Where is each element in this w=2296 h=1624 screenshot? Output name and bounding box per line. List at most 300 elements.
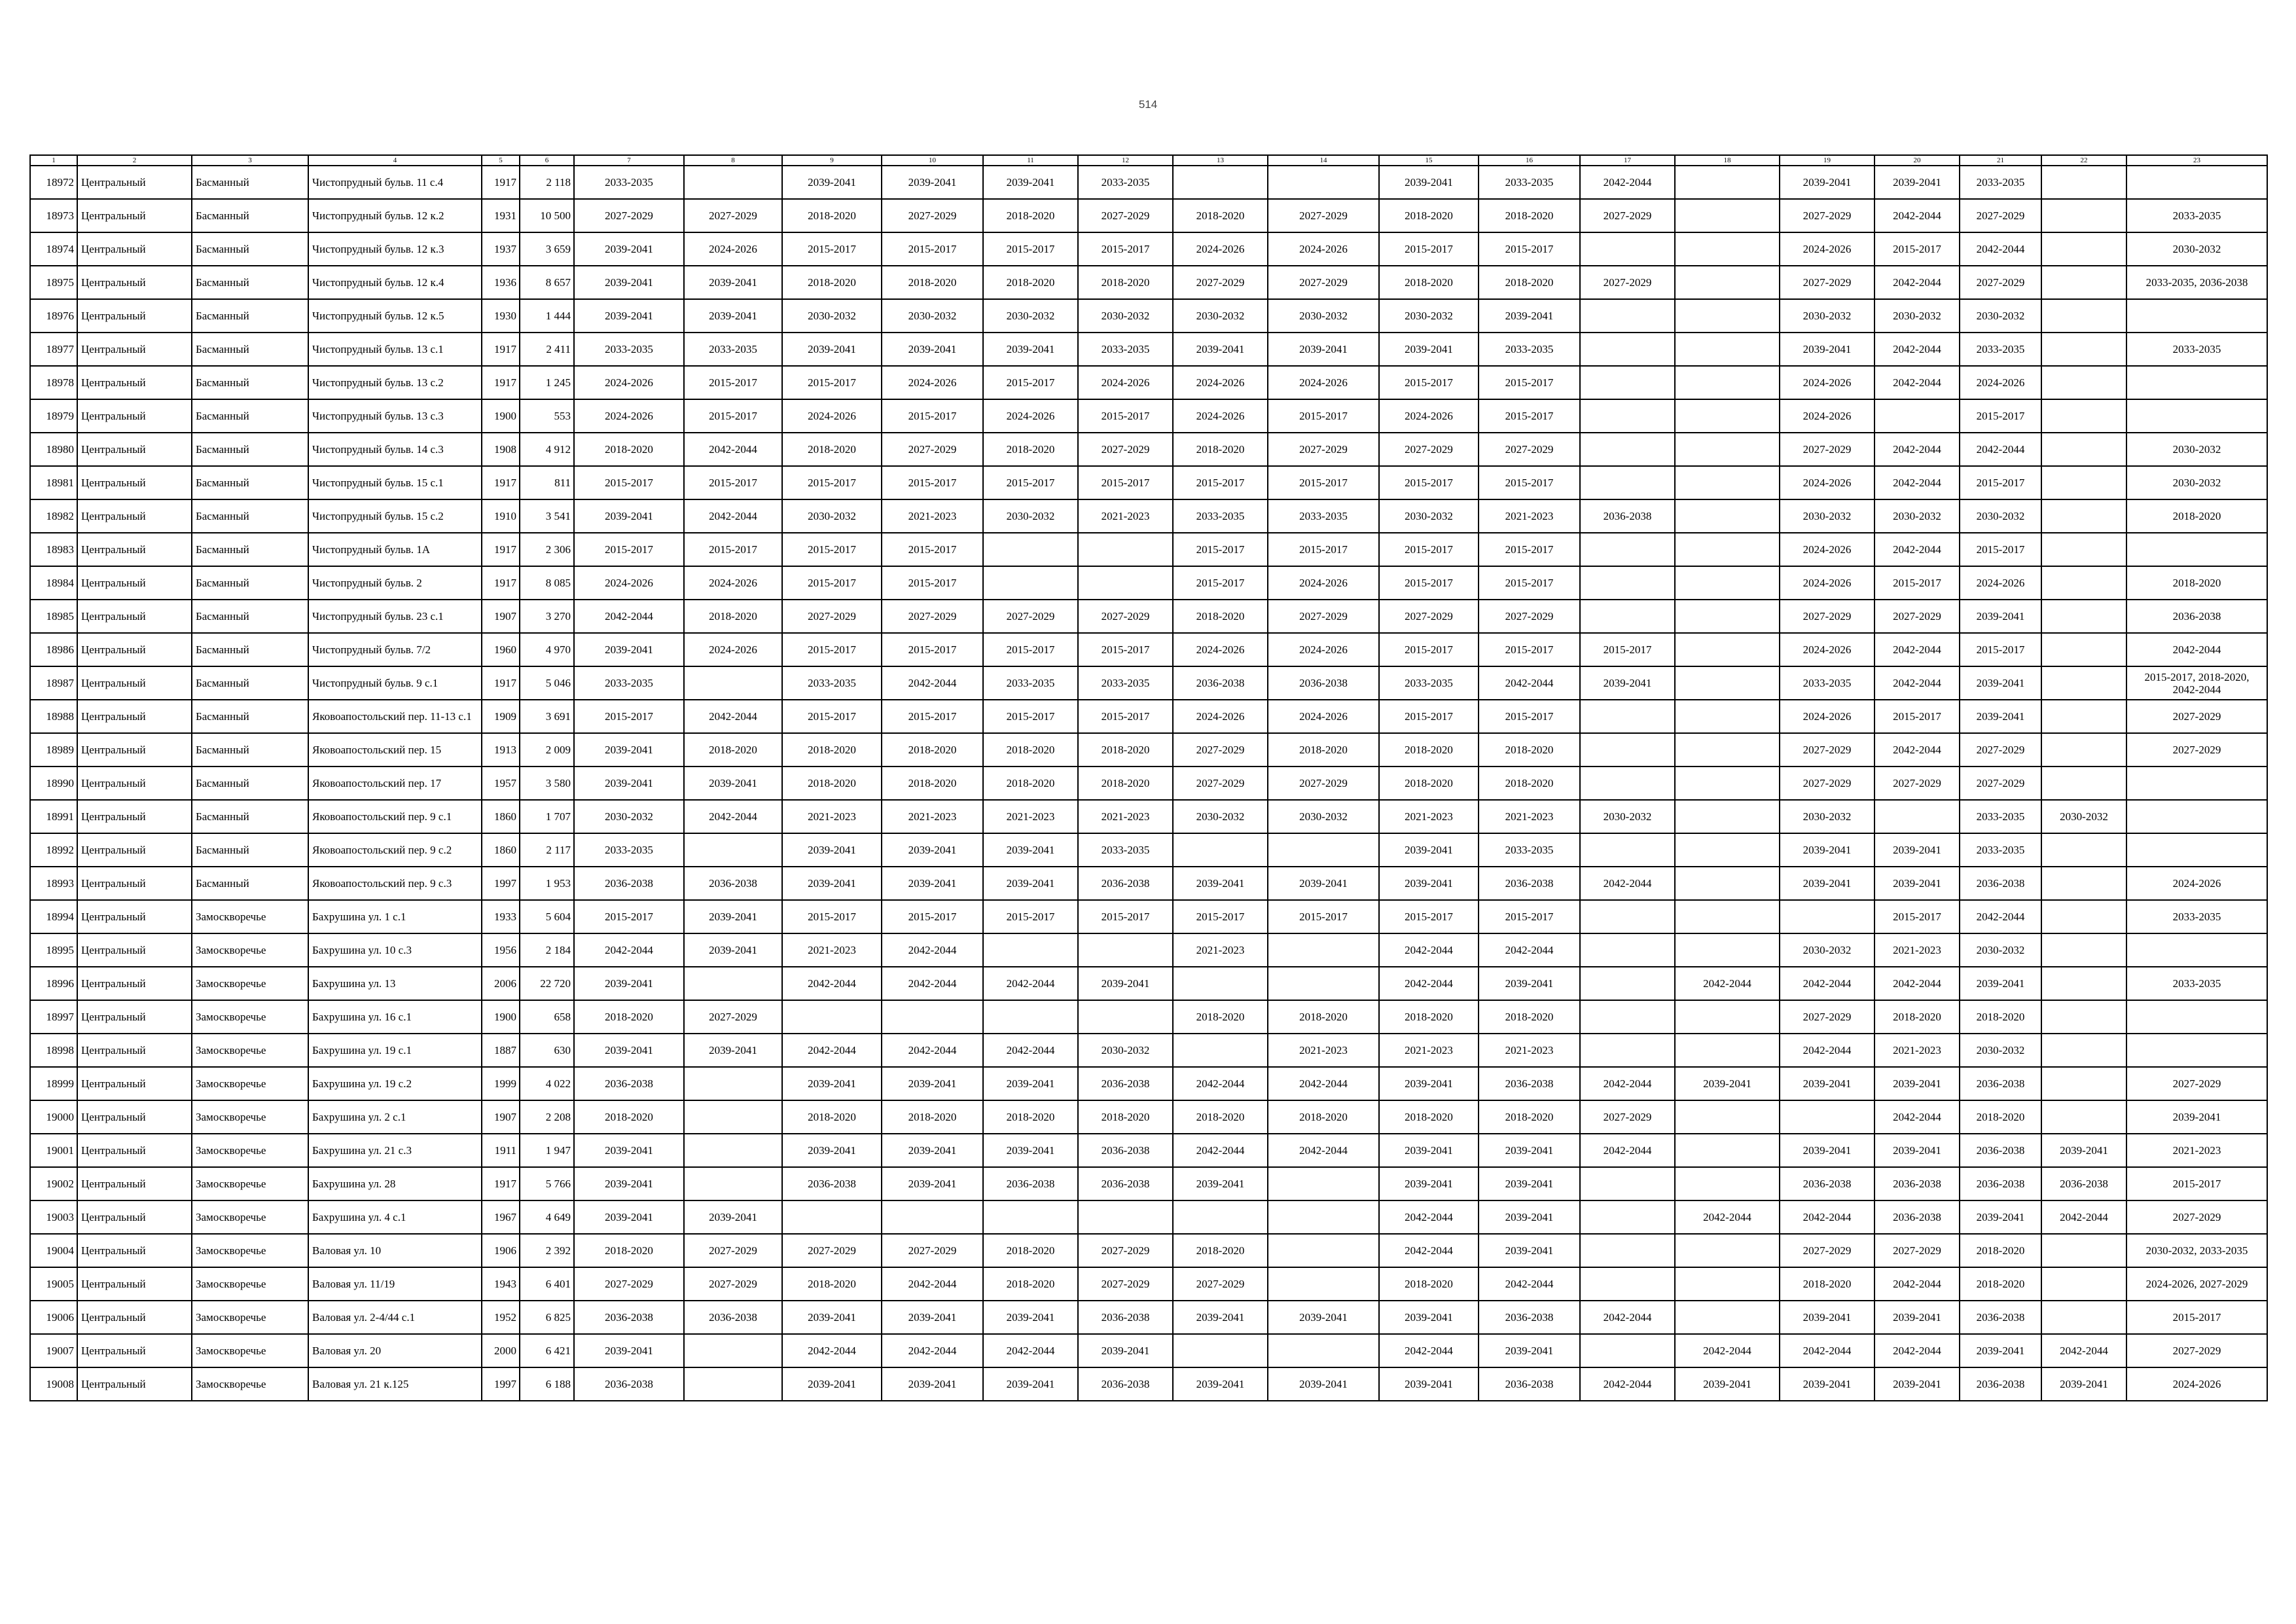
cell-period-col-22: 2039-2041 (2041, 1367, 2126, 1401)
cell-period-col-18 (1675, 700, 1780, 733)
cell-address: Яковоапостольский пер. 9 с.1 (308, 800, 482, 833)
cell-period-col-21: 2018-2020 (1960, 1000, 2041, 1034)
cell-district: Басманный (192, 499, 308, 533)
cell-id: 19006 (30, 1301, 77, 1334)
cell-period-col-17 (1580, 900, 1675, 933)
cell-col-23: 2024-2026 (2126, 1367, 2267, 1401)
cell-period-col-12: 2030-2032 (1078, 1034, 1173, 1067)
cell-period-col-9: 2042-2044 (782, 1034, 882, 1067)
cell-period-col-17 (1580, 1000, 1675, 1034)
cell-id: 19007 (30, 1334, 77, 1367)
cell-period-col-18 (1675, 333, 1780, 366)
cell-period-col-21: 2030-2032 (1960, 299, 2041, 333)
table-row (30, 533, 2267, 566)
cell-period-col-13: 2030-2032 (1173, 800, 1268, 833)
cell-period-col-18 (1675, 666, 1780, 700)
cell-okrug: Центральный (77, 1200, 192, 1234)
cell-period-col-19 (1780, 1100, 1874, 1134)
cell-period-col-7: 2039-2041 (574, 1167, 684, 1200)
cell-address: Валовая ул. 11/19 (308, 1267, 482, 1301)
cell-period-col-8 (684, 1334, 782, 1367)
cell-period-col-22 (2041, 1067, 2126, 1100)
cell-period-col-12: 2021-2023 (1078, 499, 1173, 533)
cell-period-col-7: 2015-2017 (574, 700, 684, 733)
cell-period-col-14: 2018-2020 (1268, 733, 1379, 767)
cell-period-col-10: 2024-2026 (882, 366, 983, 399)
cell-period-col-17: 2015-2017 (1580, 633, 1675, 666)
cell-period-col-8 (684, 166, 782, 199)
table-row (30, 1134, 2267, 1167)
cell-period-col-15: 2018-2020 (1379, 733, 1479, 767)
cell-period-col-12: 2024-2026 (1078, 366, 1173, 399)
cell-col-23: 2015-2017 (2126, 1167, 2267, 1200)
cell-period-col-12: 2036-2038 (1078, 1167, 1173, 1200)
cell-district: Басманный (192, 733, 308, 767)
cell-period-col-17 (1580, 1034, 1675, 1067)
cell-district: Басманный (192, 433, 308, 466)
cell-period-col-14: 2027-2029 (1268, 266, 1379, 299)
cell-id: 18984 (30, 566, 77, 600)
cell-period-col-13: 2030-2032 (1173, 299, 1268, 333)
cell-period-col-13: 2027-2029 (1173, 767, 1268, 800)
cell-period-col-10: 2027-2029 (882, 600, 983, 633)
cell-period-col-18 (1675, 800, 1780, 833)
cell-address: Чистопрудный бульв. 13 с.2 (308, 366, 482, 399)
cell-period-col-17 (1580, 1267, 1675, 1301)
table-row (30, 1000, 2267, 1034)
cell-period-col-22 (2041, 1301, 2126, 1334)
cell-period-col-9: 2036-2038 (782, 1167, 882, 1200)
column-number-23: 23 (2126, 155, 2267, 166)
cell-period-col-22 (2041, 1100, 2126, 1134)
cell-okrug: Центральный (77, 1000, 192, 1034)
cell-period-col-13: 2015-2017 (1173, 566, 1268, 600)
cell-period-col-20: 2042-2044 (1874, 633, 1960, 666)
cell-period-col-13 (1173, 1334, 1268, 1367)
page-number: 514 (1138, 98, 1158, 111)
cell-period-col-11: 2030-2032 (983, 299, 1078, 333)
cell-period-col-18: 2039-2041 (1675, 1067, 1780, 1100)
cell-period-col-18 (1675, 499, 1780, 533)
cell-address: Чистопрудный бульв. 13 с.1 (308, 333, 482, 366)
cell-period-col-9: 2021-2023 (782, 800, 882, 833)
cell-address: Яковоапостольский пер. 11-13 с.1 (308, 700, 482, 733)
table-row (30, 767, 2267, 800)
cell-period-col-9: 2030-2032 (782, 299, 882, 333)
column-number-3: 3 (192, 155, 308, 166)
cell-period-col-8: 2039-2041 (684, 1200, 782, 1234)
cell-period-col-12: 2027-2029 (1078, 433, 1173, 466)
cell-area: 8 085 (520, 566, 574, 600)
cell-period-col-8: 2024-2026 (684, 566, 782, 600)
cell-area: 2 009 (520, 733, 574, 767)
cell-address: Чистопрудный бульв. 12 к.5 (308, 299, 482, 333)
cell-period-col-18 (1675, 600, 1780, 633)
cell-period-col-22: 2036-2038 (2041, 1167, 2126, 1200)
cell-col-23: 2027-2029 (2126, 733, 2267, 767)
cell-district: Басманный (192, 833, 308, 867)
cell-period-col-15: 2042-2044 (1379, 1334, 1479, 1367)
cell-period-col-21: 2039-2041 (1960, 967, 2041, 1000)
cell-period-col-16: 2036-2038 (1479, 1067, 1580, 1100)
cell-okrug: Центральный (77, 533, 192, 566)
cell-period-col-10: 2042-2044 (882, 933, 983, 967)
cell-period-col-11: 2015-2017 (983, 633, 1078, 666)
cell-period-col-8: 2042-2044 (684, 800, 782, 833)
cell-period-col-13: 2024-2026 (1173, 399, 1268, 433)
cell-okrug: Центральный (77, 1367, 192, 1401)
cell-period-col-17 (1580, 399, 1675, 433)
table-row (30, 266, 2267, 299)
cell-period-col-14: 2021-2023 (1268, 1034, 1379, 1067)
cell-okrug: Центральный (77, 1100, 192, 1134)
cell-period-col-15: 2021-2023 (1379, 1034, 1479, 1067)
cell-year: 1917 (482, 1167, 520, 1200)
cell-period-col-15: 2018-2020 (1379, 1267, 1479, 1301)
cell-district: Басманный (192, 800, 308, 833)
cell-year: 1957 (482, 767, 520, 800)
cell-period-col-21: 2015-2017 (1960, 466, 2041, 499)
cell-period-col-17: 2042-2044 (1580, 1134, 1675, 1167)
table-row (30, 166, 2267, 199)
cell-period-col-10: 2027-2029 (882, 199, 983, 232)
cell-period-col-21: 2036-2038 (1960, 1134, 2041, 1167)
cell-id: 19005 (30, 1267, 77, 1301)
cell-period-col-18 (1675, 1167, 1780, 1200)
cell-period-col-20: 2015-2017 (1874, 700, 1960, 733)
cell-period-col-14: 2015-2017 (1268, 900, 1379, 933)
cell-district: Замоскворечье (192, 1200, 308, 1234)
cell-address: Бахрушина ул. 19 с.1 (308, 1034, 482, 1067)
cell-id: 18987 (30, 666, 77, 700)
cell-period-col-7: 2027-2029 (574, 199, 684, 232)
column-number-4: 4 (308, 155, 482, 166)
cell-period-col-10: 2021-2023 (882, 800, 983, 833)
cell-year: 1917 (482, 666, 520, 700)
cell-period-col-14 (1268, 1234, 1379, 1267)
cell-period-col-14: 2027-2029 (1268, 433, 1379, 466)
building-repair-schedule-table (29, 154, 2268, 1401)
cell-period-col-20: 2027-2029 (1874, 600, 1960, 633)
cell-period-col-12 (1078, 566, 1173, 600)
cell-period-col-9: 2015-2017 (782, 366, 882, 399)
cell-id: 18974 (30, 232, 77, 266)
cell-period-col-20: 2015-2017 (1874, 566, 1960, 600)
cell-period-col-12: 2033-2035 (1078, 666, 1173, 700)
cell-period-col-9: 2018-2020 (782, 433, 882, 466)
cell-period-col-8 (684, 1100, 782, 1134)
cell-period-col-14 (1268, 1334, 1379, 1367)
cell-year: 1936 (482, 266, 520, 299)
column-number-13: 13 (1173, 155, 1268, 166)
cell-period-col-10: 2015-2017 (882, 533, 983, 566)
table-row (30, 499, 2267, 533)
cell-period-col-15: 2039-2041 (1379, 333, 1479, 366)
cell-period-col-21: 2036-2038 (1960, 867, 2041, 900)
cell-period-col-10: 2018-2020 (882, 1100, 983, 1134)
cell-area: 2 208 (520, 1100, 574, 1134)
cell-col-23: 2036-2038 (2126, 600, 2267, 633)
cell-period-col-11: 2024-2026 (983, 399, 1078, 433)
cell-period-col-20: 2027-2029 (1874, 767, 1960, 800)
cell-year: 1931 (482, 199, 520, 232)
cell-period-col-11: 2015-2017 (983, 700, 1078, 733)
cell-period-col-8 (684, 833, 782, 867)
cell-area: 5 604 (520, 900, 574, 933)
cell-period-col-18 (1675, 1134, 1780, 1167)
cell-period-col-13: 2039-2041 (1173, 1301, 1268, 1334)
cell-id: 18981 (30, 466, 77, 499)
table-row (30, 566, 2267, 600)
cell-okrug: Центральный (77, 767, 192, 800)
cell-period-col-13: 2042-2044 (1173, 1134, 1268, 1167)
cell-year: 1860 (482, 800, 520, 833)
cell-period-col-8: 2039-2041 (684, 900, 782, 933)
cell-period-col-16: 2036-2038 (1479, 867, 1580, 900)
cell-okrug: Центральный (77, 433, 192, 466)
cell-period-col-16: 2015-2017 (1479, 466, 1580, 499)
cell-period-col-22 (2041, 967, 2126, 1000)
cell-period-col-20: 2015-2017 (1874, 900, 1960, 933)
cell-district: Басманный (192, 299, 308, 333)
cell-period-col-17: 2039-2041 (1580, 666, 1675, 700)
cell-period-col-13: 2042-2044 (1173, 1067, 1268, 1100)
cell-period-col-7: 2018-2020 (574, 1100, 684, 1134)
cell-period-col-14 (1268, 933, 1379, 967)
cell-period-col-13: 2018-2020 (1173, 433, 1268, 466)
cell-period-col-22 (2041, 1234, 2126, 1267)
column-number-20: 20 (1874, 155, 1960, 166)
table-row (30, 1034, 2267, 1067)
cell-period-col-20: 2042-2044 (1874, 533, 1960, 566)
cell-period-col-10: 2042-2044 (882, 1267, 983, 1301)
cell-col-23: 2024-2026, 2027-2029 (2126, 1267, 2267, 1301)
cell-period-col-18: 2042-2044 (1675, 1200, 1780, 1234)
cell-area: 3 659 (520, 232, 574, 266)
cell-period-col-16: 2015-2017 (1479, 399, 1580, 433)
table-row (30, 466, 2267, 499)
cell-period-col-7: 2039-2041 (574, 1034, 684, 1067)
cell-year: 1997 (482, 867, 520, 900)
cell-period-col-13: 2039-2041 (1173, 1167, 1268, 1200)
cell-col-23: 2018-2020 (2126, 566, 2267, 600)
cell-period-col-13: 2036-2038 (1173, 666, 1268, 700)
cell-period-col-12: 2030-2032 (1078, 299, 1173, 333)
table-row (30, 967, 2267, 1000)
cell-district: Замоскворечье (192, 1067, 308, 1100)
cell-period-col-7: 2039-2041 (574, 733, 684, 767)
cell-period-col-7: 2039-2041 (574, 767, 684, 800)
cell-period-col-21: 2015-2017 (1960, 399, 2041, 433)
cell-district: Замоскворечье (192, 1234, 308, 1267)
cell-okrug: Центральный (77, 1034, 192, 1067)
cell-period-col-18 (1675, 733, 1780, 767)
cell-period-col-17: 2042-2044 (1580, 166, 1675, 199)
cell-period-col-10: 2015-2017 (882, 232, 983, 266)
cell-period-col-8 (684, 967, 782, 1000)
cell-period-col-21: 2024-2026 (1960, 566, 2041, 600)
cell-address: Чистопрудный бульв. 11 с.4 (308, 166, 482, 199)
cell-period-col-21: 2018-2020 (1960, 1234, 2041, 1267)
cell-period-col-14: 2015-2017 (1268, 533, 1379, 566)
cell-period-col-22 (2041, 166, 2126, 199)
cell-period-col-13: 2024-2026 (1173, 366, 1268, 399)
cell-period-col-18 (1675, 1267, 1780, 1301)
cell-col-23 (2126, 767, 2267, 800)
cell-period-col-15: 2021-2023 (1379, 800, 1479, 833)
cell-period-col-22: 2042-2044 (2041, 1334, 2126, 1367)
table-row (30, 333, 2267, 366)
cell-district: Замоскворечье (192, 1034, 308, 1067)
cell-okrug: Центральный (77, 299, 192, 333)
cell-col-23: 2030-2032 (2126, 232, 2267, 266)
table-row (30, 600, 2267, 633)
cell-area: 4 022 (520, 1067, 574, 1100)
cell-id: 18986 (30, 633, 77, 666)
cell-period-col-22 (2041, 466, 2126, 499)
cell-period-col-10: 2042-2044 (882, 1034, 983, 1067)
cell-period-col-12: 2015-2017 (1078, 399, 1173, 433)
cell-period-col-7: 2039-2041 (574, 967, 684, 1000)
cell-period-col-15: 2018-2020 (1379, 199, 1479, 232)
cell-col-23: 2039-2041 (2126, 1100, 2267, 1134)
cell-period-col-20: 2039-2041 (1874, 166, 1960, 199)
cell-period-col-20: 2042-2044 (1874, 366, 1960, 399)
cell-period-col-13: 2015-2017 (1173, 900, 1268, 933)
cell-period-col-20: 2042-2044 (1874, 199, 1960, 232)
cell-period-col-17 (1580, 533, 1675, 566)
cell-year: 1917 (482, 333, 520, 366)
cell-period-col-17 (1580, 1200, 1675, 1234)
cell-period-col-14: 2036-2038 (1268, 666, 1379, 700)
cell-period-col-15: 2042-2044 (1379, 1200, 1479, 1234)
cell-area: 6 421 (520, 1334, 574, 1367)
cell-period-col-14: 2042-2044 (1268, 1134, 1379, 1167)
cell-period-col-8: 2039-2041 (684, 767, 782, 800)
cell-period-col-18 (1675, 566, 1780, 600)
cell-period-col-12: 2033-2035 (1078, 833, 1173, 867)
cell-period-col-9: 2015-2017 (782, 232, 882, 266)
cell-period-col-15: 2018-2020 (1379, 767, 1479, 800)
cell-period-col-13: 2018-2020 (1173, 1234, 1268, 1267)
cell-area: 3 580 (520, 767, 574, 800)
cell-period-col-9: 2024-2026 (782, 399, 882, 433)
cell-period-col-22 (2041, 533, 2126, 566)
cell-period-col-15: 2027-2029 (1379, 600, 1479, 633)
cell-period-col-17 (1580, 1234, 1675, 1267)
cell-period-col-11: 2039-2041 (983, 1067, 1078, 1100)
cell-period-col-13: 2018-2020 (1173, 600, 1268, 633)
cell-period-col-12: 2027-2029 (1078, 600, 1173, 633)
cell-col-23: 2021-2023 (2126, 1134, 2267, 1167)
cell-address: Яковоапостольский пер. 9 с.3 (308, 867, 482, 900)
cell-period-col-15: 2039-2041 (1379, 867, 1479, 900)
cell-district: Басманный (192, 700, 308, 733)
cell-period-col-9: 2015-2017 (782, 566, 882, 600)
cell-col-23: 2033-2035 (2126, 900, 2267, 933)
cell-okrug: Центральный (77, 566, 192, 600)
cell-okrug: Центральный (77, 166, 192, 199)
cell-period-col-11: 2042-2044 (983, 1034, 1078, 1067)
cell-period-col-14: 2027-2029 (1268, 767, 1379, 800)
cell-period-col-22 (2041, 833, 2126, 867)
cell-id: 18989 (30, 733, 77, 767)
cell-okrug: Центральный (77, 800, 192, 833)
cell-period-col-20: 2021-2023 (1874, 933, 1960, 967)
cell-period-col-22 (2041, 433, 2126, 466)
cell-district: Замоскворечье (192, 967, 308, 1000)
cell-period-col-8 (684, 1134, 782, 1167)
cell-period-col-14 (1268, 1167, 1379, 1200)
cell-period-col-12: 2036-2038 (1078, 1067, 1173, 1100)
cell-district: Басманный (192, 533, 308, 566)
cell-period-col-7: 2024-2026 (574, 566, 684, 600)
cell-col-23: 2033-2035 (2126, 333, 2267, 366)
cell-period-col-19: 2024-2026 (1780, 633, 1874, 666)
cell-period-col-12: 2015-2017 (1078, 700, 1173, 733)
cell-period-col-18 (1675, 633, 1780, 666)
cell-year: 1997 (482, 1367, 520, 1401)
cell-period-col-15: 2030-2032 (1379, 299, 1479, 333)
cell-period-col-15: 2018-2020 (1379, 1100, 1479, 1134)
table-row (30, 700, 2267, 733)
cell-period-col-12: 2036-2038 (1078, 1134, 1173, 1167)
cell-period-col-14: 2015-2017 (1268, 399, 1379, 433)
cell-period-col-9: 2018-2020 (782, 767, 882, 800)
cell-period-col-11: 2015-2017 (983, 232, 1078, 266)
cell-period-col-17 (1580, 299, 1675, 333)
cell-period-col-18 (1675, 933, 1780, 967)
cell-period-col-20: 2027-2029 (1874, 1234, 1960, 1267)
cell-period-col-16: 2042-2044 (1479, 1267, 1580, 1301)
cell-period-col-7: 2039-2041 (574, 1134, 684, 1167)
cell-period-col-17 (1580, 767, 1675, 800)
cell-period-col-7: 2036-2038 (574, 1301, 684, 1334)
cell-period-col-7: 2033-2035 (574, 833, 684, 867)
cell-period-col-14: 2027-2029 (1268, 199, 1379, 232)
cell-district: Замоскворечье (192, 900, 308, 933)
cell-period-col-7: 2030-2032 (574, 800, 684, 833)
table-row (30, 1167, 2267, 1200)
cell-period-col-11: 2036-2038 (983, 1167, 1078, 1200)
cell-district: Замоскворечье (192, 1301, 308, 1334)
cell-district: Басманный (192, 199, 308, 232)
cell-period-col-21: 2036-2038 (1960, 1301, 2041, 1334)
cell-period-col-13: 2024-2026 (1173, 700, 1268, 733)
cell-period-col-21: 2030-2032 (1960, 933, 2041, 967)
cell-period-col-16: 2039-2041 (1479, 1134, 1580, 1167)
table-row (30, 1267, 2267, 1301)
cell-year: 1887 (482, 1034, 520, 1067)
cell-period-col-19: 2042-2044 (1780, 1334, 1874, 1367)
cell-id: 19008 (30, 1367, 77, 1401)
cell-period-col-16: 2015-2017 (1479, 566, 1580, 600)
table-row (30, 399, 2267, 433)
cell-area: 2 118 (520, 166, 574, 199)
cell-period-col-17: 2042-2044 (1580, 1067, 1675, 1100)
cell-year: 1911 (482, 1134, 520, 1167)
cell-period-col-10: 2039-2041 (882, 867, 983, 900)
cell-period-col-14: 2024-2026 (1268, 232, 1379, 266)
cell-period-col-9: 2015-2017 (782, 633, 882, 666)
cell-period-col-22 (2041, 1034, 2126, 1067)
cell-year: 1917 (482, 366, 520, 399)
cell-period-col-21: 2039-2041 (1960, 1334, 2041, 1367)
cell-period-col-16: 2015-2017 (1479, 900, 1580, 933)
cell-period-col-14 (1268, 1200, 1379, 1234)
cell-period-col-16: 2027-2029 (1479, 433, 1580, 466)
cell-period-col-16: 2015-2017 (1479, 232, 1580, 266)
